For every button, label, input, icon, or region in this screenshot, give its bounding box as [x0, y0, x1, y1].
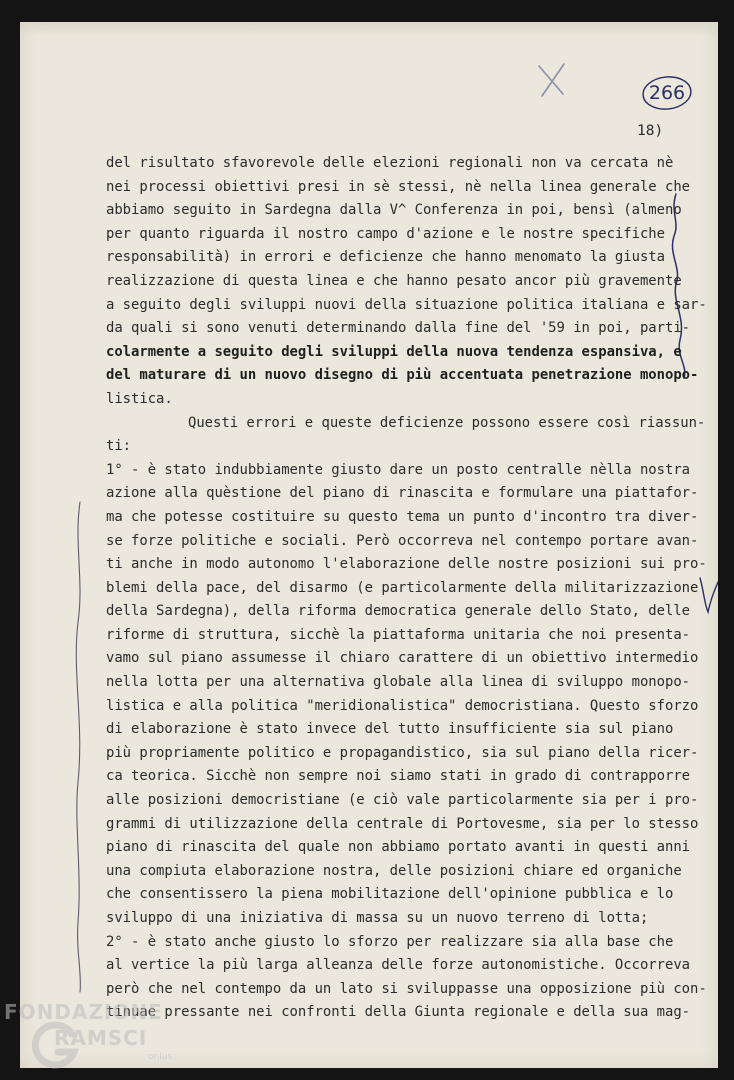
typed-text-body: [106, 152, 726, 1025]
text-line: al vertice la più larga alleanza delle forze autonomistiche. Occorreva: [106, 957, 691, 974]
margin-bracket-left: [76, 502, 80, 992]
text-line: azione alla quèstione del piano di rinascita e formulare una piattafor-: [106, 485, 699, 502]
text-line: più propriamente politico e propagandistico, sia sul piano della ricer-: [106, 744, 699, 761]
text-line: tinuae pressante nei confronti della Giunta regionale e della sua mag-: [106, 1004, 691, 1021]
text-line: listica.: [106, 390, 173, 407]
text-line: piano di rinascita del quale non abbiamo portato avanti in questi anni: [106, 839, 691, 856]
text-line: della Sardegna), della riforma democratica generale dello Stato, delle: [106, 603, 691, 620]
text-line: da quali si sono venuti determinando dalla fine del '59 in poi, parti-: [106, 320, 691, 337]
text-line: una compiuta elaborazione nostra, delle posizioni chiare ed organiche: [106, 862, 682, 879]
text-line: Questi errori e queste deficienze possono essere così riassun-: [188, 414, 706, 431]
text-line: ma che potesse costituire su questo tema un punto d'incontro tra diver-: [106, 508, 699, 525]
text-line: alle posizioni democristiane (e ciò vale particolarmente sia per i pro-: [106, 792, 699, 809]
text-line: colarmente a seguito degli sviluppi della nuova tendenza espansiva, e: [106, 343, 682, 360]
text-line: ti anche in modo autonomo l'elaborazione delle nostre posizioni sui pro-: [106, 556, 707, 573]
fondazione-gramsci-watermark: [4, 1000, 204, 1076]
text-line: a seguito degli sviluppi nuovi della situazione politica italiana e sar-: [106, 296, 707, 313]
text-line: 2° - è stato anche giusto lo sforzo per realizzare sia alla base che: [106, 933, 674, 950]
text-line: blemi della pace, del disarmo (e particolarmente della militarizzazione: [106, 579, 699, 596]
page-number: 18): [637, 123, 664, 139]
text-line: riforme di struttura, sicchè la piattaforma unitaria che noi presenta-: [106, 626, 691, 643]
text-line: abbiamo seguito in Sardegna dalla V^ Conferenza in poi, bensì (almeno: [106, 202, 682, 219]
watermark-suffix: onlus: [148, 1052, 173, 1062]
text-line: per quanto riguarda il nostro campo d'azione e le nostre specifiche: [106, 225, 665, 242]
text-line: di elaborazione è stato invece del tutto insufficiente sia sul piano: [106, 721, 674, 738]
text-line: realizzazione di questa linea e che hanno pesato ancor più gravemente: [106, 272, 682, 289]
text-line: grammi di utilizzazione della centrale di Portovesme, sia per lo stesso: [106, 815, 699, 832]
text-line: se forze politiche e sociali. Però occorreva nel contempo portare avan-: [106, 532, 699, 549]
text-line: però che nel contempo da un lato si sviluppasse una opposizione più con-: [106, 980, 707, 997]
text-line: del risultato sfavorevole delle elezioni regionali non va cercata nè: [106, 155, 674, 171]
text-line: sviluppo di una iniziativa di massa su un nuovo terreno di lotta;: [106, 910, 649, 926]
watermark-line-1: FONDAZIONE: [4, 1000, 163, 1024]
watermark-line-2: RAMSCI: [54, 1026, 148, 1050]
text-line: ti:: [106, 438, 132, 455]
archive-stamp-number: 266: [640, 74, 694, 112]
text-line: ca teorica. Sicchè non sempre noi siamo stati in grado di contrapporre: [106, 768, 691, 785]
text-line: nei processi obiettivi presi in sè stessi, nè nella linea generale che: [106, 178, 691, 195]
text-line: che consentissero la piena mobilitazione dell'opinione pubblica e lo: [106, 886, 674, 903]
text-line: listica e alla politica "meridionalistica" democristiana. Questo sforzo: [106, 697, 699, 714]
text-line: responsabilità) in errori e deficienze che hanno menomato la giusta: [106, 249, 665, 266]
text-line: 1° - è stato indubbiamente giusto dare un posto centralle nèlla nostra: [106, 461, 691, 478]
document-page: [20, 22, 718, 1068]
text-line: nella lotta per una alternativa globale alla linea di sviluppo monopo-: [106, 674, 691, 691]
text-line: vamo sul piano assumesse il chiaro carattere di un obiettivo intermedio: [106, 650, 699, 667]
text-line: del maturare di un nuovo disegno di più accentuata penetrazione monopo-: [106, 367, 699, 384]
